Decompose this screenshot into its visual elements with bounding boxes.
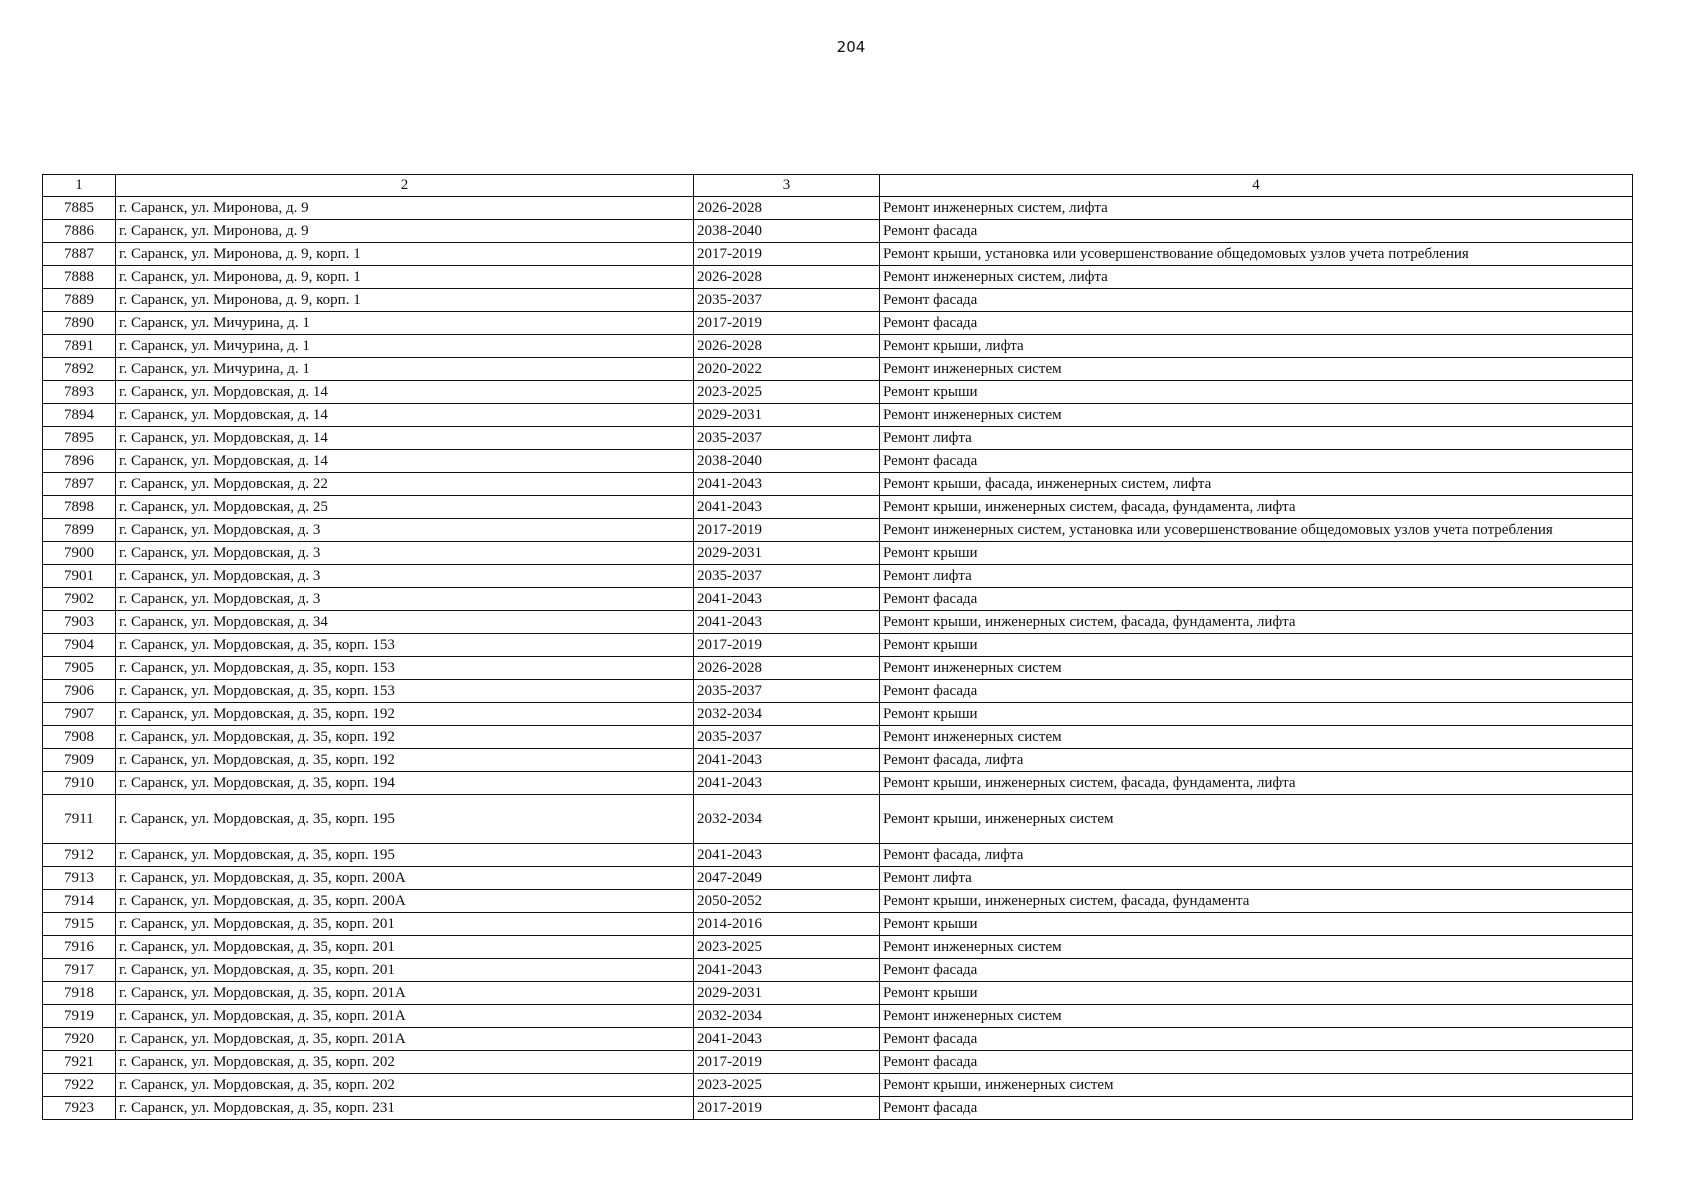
works-cell: Ремонт лифта: [880, 565, 1633, 588]
period-cell: 2029-2031: [694, 542, 880, 565]
period-cell: 2023-2025: [694, 381, 880, 404]
address-cell: г. Саранск, ул. Мордовская, д. 35, корп. 201: [116, 913, 694, 936]
period-cell: 2035-2037: [694, 565, 880, 588]
table-row: [43, 1051, 1633, 1074]
works-cell: Ремонт крыши, инженерных систем, фасада, фундамента, лифта: [880, 772, 1633, 795]
table-row: [43, 1097, 1633, 1120]
row-number: 7912: [43, 844, 116, 867]
table-row: [43, 982, 1633, 1005]
address-cell: г. Саранск, ул. Мордовская, д. 35, корп. 195: [116, 795, 694, 844]
period-cell: 2041-2043: [694, 1028, 880, 1051]
address-cell: г. Саранск, ул. Мордовская, д. 35, корп. 201: [116, 959, 694, 982]
works-cell: Ремонт крыши, инженерных систем, фасада, фундамента, лифта: [880, 611, 1633, 634]
table-row: [43, 726, 1633, 749]
works-cell: Ремонт инженерных систем: [880, 657, 1633, 680]
address-cell: г. Саранск, ул. Мордовская, д. 3: [116, 588, 694, 611]
table-row: [43, 657, 1633, 680]
table-row: [43, 289, 1633, 312]
row-number: 7911: [43, 795, 116, 844]
works-cell: Ремонт фасада: [880, 289, 1633, 312]
table-row: [43, 1005, 1633, 1028]
period-cell: 2017-2019: [694, 519, 880, 542]
period-cell: 2041-2043: [694, 844, 880, 867]
row-number: 7890: [43, 312, 116, 335]
address-cell: г. Саранск, ул. Мордовская, д. 3: [116, 565, 694, 588]
table-row: [43, 634, 1633, 657]
period-cell: 2035-2037: [694, 289, 880, 312]
table-row: [43, 959, 1633, 982]
works-cell: Ремонт крыши, установка или усовершенствование общедомовых узлов учета потребления: [880, 243, 1633, 266]
address-cell: г. Саранск, ул. Мордовская, д. 35, корп. 201А: [116, 982, 694, 1005]
row-number: 7910: [43, 772, 116, 795]
works-cell: Ремонт фасада: [880, 312, 1633, 335]
address-cell: г. Саранск, ул. Мордовская, д. 14: [116, 381, 694, 404]
period-cell: 2038-2040: [694, 220, 880, 243]
row-number: 7893: [43, 381, 116, 404]
works-cell: Ремонт инженерных систем, лифта: [880, 266, 1633, 289]
table-row: [43, 427, 1633, 450]
address-cell: г. Саранск, ул. Миронова, д. 9, корп. 1: [116, 289, 694, 312]
row-number: 7886: [43, 220, 116, 243]
row-number: 7909: [43, 749, 116, 772]
period-cell: 2041-2043: [694, 959, 880, 982]
works-cell: Ремонт фасада: [880, 680, 1633, 703]
address-cell: г. Саранск, ул. Миронова, д. 9: [116, 220, 694, 243]
row-number: 7901: [43, 565, 116, 588]
period-cell: 2050-2052: [694, 890, 880, 913]
address-cell: г. Саранск, ул. Мордовская, д. 14: [116, 427, 694, 450]
address-cell: г. Саранск, ул. Мордовская, д. 34: [116, 611, 694, 634]
row-number: 7923: [43, 1097, 116, 1120]
works-cell: Ремонт фасада: [880, 1051, 1633, 1074]
works-cell: Ремонт лифта: [880, 867, 1633, 890]
period-cell: 2026-2028: [694, 657, 880, 680]
table-row: [43, 611, 1633, 634]
table-body: [43, 197, 1633, 1120]
row-number: 7917: [43, 959, 116, 982]
table-row: [43, 1074, 1633, 1097]
address-cell: г. Саранск, ул. Мордовская, д. 35, корп. 153: [116, 680, 694, 703]
address-cell: г. Саранск, ул. Мордовская, д. 22: [116, 473, 694, 496]
works-cell: Ремонт крыши, инженерных систем, фасада, фундамента, лифта: [880, 496, 1633, 519]
works-cell: Ремонт фасада: [880, 1028, 1633, 1051]
address-cell: г. Саранск, ул. Миронова, д. 9: [116, 197, 694, 220]
column-header-1: 1: [43, 175, 116, 197]
works-cell: Ремонт крыши, инженерных систем: [880, 1074, 1633, 1097]
column-header-2: 2: [116, 175, 694, 197]
period-cell: 2041-2043: [694, 588, 880, 611]
row-number: 7900: [43, 542, 116, 565]
address-cell: г. Саранск, ул. Мордовская, д. 35, корп. 201: [116, 936, 694, 959]
address-cell: г. Саранск, ул. Мордовская, д. 35, корп. 195: [116, 844, 694, 867]
row-number: 7914: [43, 890, 116, 913]
table-row: [43, 542, 1633, 565]
works-cell: Ремонт крыши: [880, 982, 1633, 1005]
column-header-3: 3: [694, 175, 880, 197]
works-cell: Ремонт фасада: [880, 959, 1633, 982]
works-cell: Ремонт крыши: [880, 381, 1633, 404]
address-cell: г. Саранск, ул. Мордовская, д. 3: [116, 519, 694, 542]
works-cell: Ремонт фасада: [880, 450, 1633, 473]
address-cell: г. Саранск, ул. Миронова, д. 9, корп. 1: [116, 266, 694, 289]
repair-schedule-table: [42, 174, 1633, 1120]
period-cell: 2032-2034: [694, 795, 880, 844]
table-row: [43, 795, 1633, 844]
works-cell: Ремонт инженерных систем: [880, 936, 1633, 959]
table-row: [43, 1028, 1633, 1051]
row-number: 7889: [43, 289, 116, 312]
address-cell: г. Саранск, ул. Мордовская, д. 25: [116, 496, 694, 519]
row-number: 7885: [43, 197, 116, 220]
address-cell: г. Саранск, ул. Мордовская, д. 35, корп. 194: [116, 772, 694, 795]
period-cell: 2041-2043: [694, 473, 880, 496]
row-number: 7907: [43, 703, 116, 726]
row-number: 7891: [43, 335, 116, 358]
table-row: [43, 772, 1633, 795]
works-cell: Ремонт инженерных систем, лифта: [880, 197, 1633, 220]
row-number: 7888: [43, 266, 116, 289]
table-row: [43, 680, 1633, 703]
works-cell: Ремонт крыши: [880, 703, 1633, 726]
works-cell: Ремонт крыши: [880, 913, 1633, 936]
works-cell: Ремонт фасада: [880, 220, 1633, 243]
works-cell: Ремонт крыши, инженерных систем, фасада, фундамента: [880, 890, 1633, 913]
address-cell: г. Саранск, ул. Мордовская, д. 35, корп. 201А: [116, 1005, 694, 1028]
table-row: [43, 588, 1633, 611]
table-row: [43, 890, 1633, 913]
period-cell: 2026-2028: [694, 197, 880, 220]
address-cell: г. Саранск, ул. Мордовская, д. 35, корп. 202: [116, 1074, 694, 1097]
table-row: [43, 749, 1633, 772]
table-row: [43, 381, 1633, 404]
period-cell: 2017-2019: [694, 243, 880, 266]
column-header-4: 4: [880, 175, 1633, 197]
row-number: 7895: [43, 427, 116, 450]
period-cell: 2029-2031: [694, 982, 880, 1005]
period-cell: 2035-2037: [694, 726, 880, 749]
works-cell: Ремонт фасада: [880, 588, 1633, 611]
row-number: 7903: [43, 611, 116, 634]
row-number: 7905: [43, 657, 116, 680]
table-row: [43, 519, 1633, 542]
address-cell: г. Саранск, ул. Мордовская, д. 35, корп. 201А: [116, 1028, 694, 1051]
address-cell: г. Саранск, ул. Мордовская, д. 14: [116, 404, 694, 427]
period-cell: 2041-2043: [694, 772, 880, 795]
table-row: [43, 197, 1633, 220]
address-cell: г. Саранск, ул. Мичурина, д. 1: [116, 358, 694, 381]
table-row: [43, 473, 1633, 496]
row-number: 7919: [43, 1005, 116, 1028]
period-cell: 2035-2037: [694, 680, 880, 703]
period-cell: 2041-2043: [694, 611, 880, 634]
table-row: [43, 936, 1633, 959]
works-cell: Ремонт инженерных систем: [880, 404, 1633, 427]
table-row: [43, 266, 1633, 289]
table-row: [43, 496, 1633, 519]
works-cell: Ремонт фасада: [880, 1097, 1633, 1120]
row-number: 7913: [43, 867, 116, 890]
table-row: [43, 565, 1633, 588]
period-cell: 2041-2043: [694, 496, 880, 519]
row-number: 7922: [43, 1074, 116, 1097]
row-number: 7887: [43, 243, 116, 266]
address-cell: г. Саранск, ул. Мордовская, д. 35, корп. 192: [116, 749, 694, 772]
row-number: 7899: [43, 519, 116, 542]
works-cell: Ремонт крыши, инженерных систем: [880, 795, 1633, 844]
address-cell: г. Саранск, ул. Мордовская, д. 14: [116, 450, 694, 473]
period-cell: 2017-2019: [694, 312, 880, 335]
table-row: [43, 450, 1633, 473]
period-cell: 2017-2019: [694, 1097, 880, 1120]
period-cell: 2017-2019: [694, 1051, 880, 1074]
period-cell: 2035-2037: [694, 427, 880, 450]
address-cell: г. Саранск, ул. Мордовская, д. 35, корп. 231: [116, 1097, 694, 1120]
row-number: 7921: [43, 1051, 116, 1074]
row-number: 7906: [43, 680, 116, 703]
works-cell: Ремонт инженерных систем, установка или усовершенствование общедомовых узлов учета потребления: [880, 519, 1633, 542]
table-row: [43, 844, 1633, 867]
works-cell: Ремонт фасада, лифта: [880, 844, 1633, 867]
period-cell: 2026-2028: [694, 335, 880, 358]
row-number: 7918: [43, 982, 116, 1005]
page-number: 204: [836, 38, 866, 56]
address-cell: г. Саранск, ул. Миронова, д. 9, корп. 1: [116, 243, 694, 266]
works-cell: Ремонт крыши, фасада, инженерных систем, лифта: [880, 473, 1633, 496]
period-cell: 2029-2031: [694, 404, 880, 427]
table-row: [43, 358, 1633, 381]
table-row: [43, 404, 1633, 427]
works-cell: Ремонт фасада, лифта: [880, 749, 1633, 772]
period-cell: 2041-2043: [694, 749, 880, 772]
period-cell: 2038-2040: [694, 450, 880, 473]
row-number: 7904: [43, 634, 116, 657]
period-cell: 2032-2034: [694, 1005, 880, 1028]
table-row: [43, 867, 1633, 890]
address-cell: г. Саранск, ул. Мордовская, д. 3: [116, 542, 694, 565]
address-cell: г. Саранск, ул. Мордовская, д. 35, корп. 202: [116, 1051, 694, 1074]
period-cell: 2026-2028: [694, 266, 880, 289]
address-cell: г. Саранск, ул. Мичурина, д. 1: [116, 335, 694, 358]
works-cell: Ремонт лифта: [880, 427, 1633, 450]
address-cell: г. Саранск, ул. Мордовская, д. 35, корп. 200А: [116, 890, 694, 913]
row-number: 7908: [43, 726, 116, 749]
table-row: [43, 243, 1633, 266]
works-cell: Ремонт крыши: [880, 542, 1633, 565]
row-number: 7898: [43, 496, 116, 519]
address-cell: г. Саранск, ул. Мичурина, д. 1: [116, 312, 694, 335]
row-number: 7897: [43, 473, 116, 496]
period-cell: 2023-2025: [694, 936, 880, 959]
row-number: 7915: [43, 913, 116, 936]
table-row: [43, 913, 1633, 936]
address-cell: г. Саранск, ул. Мордовская, д. 35, корп. 200А: [116, 867, 694, 890]
table-row: [43, 703, 1633, 726]
works-cell: Ремонт инженерных систем: [880, 1005, 1633, 1028]
table-row: [43, 220, 1633, 243]
row-number: 7894: [43, 404, 116, 427]
period-cell: 2020-2022: [694, 358, 880, 381]
row-number: 7902: [43, 588, 116, 611]
period-cell: 2023-2025: [694, 1074, 880, 1097]
works-cell: Ремонт инженерных систем: [880, 358, 1633, 381]
row-number: 7920: [43, 1028, 116, 1051]
address-cell: г. Саранск, ул. Мордовская, д. 35, корп. 192: [116, 726, 694, 749]
address-cell: г. Саранск, ул. Мордовская, д. 35, корп. 192: [116, 703, 694, 726]
table-row: [43, 312, 1633, 335]
period-cell: 2014-2016: [694, 913, 880, 936]
period-cell: 2032-2034: [694, 703, 880, 726]
address-cell: г. Саранск, ул. Мордовская, д. 35, корп. 153: [116, 634, 694, 657]
row-number: 7916: [43, 936, 116, 959]
works-cell: Ремонт крыши: [880, 634, 1633, 657]
row-number: 7896: [43, 450, 116, 473]
works-cell: Ремонт крыши, лифта: [880, 335, 1633, 358]
period-cell: 2047-2049: [694, 867, 880, 890]
table-header-row: [43, 175, 1633, 197]
address-cell: г. Саранск, ул. Мордовская, д. 35, корп. 153: [116, 657, 694, 680]
period-cell: 2017-2019: [694, 634, 880, 657]
works-cell: Ремонт инженерных систем: [880, 726, 1633, 749]
row-number: 7892: [43, 358, 116, 381]
table-row: [43, 335, 1633, 358]
